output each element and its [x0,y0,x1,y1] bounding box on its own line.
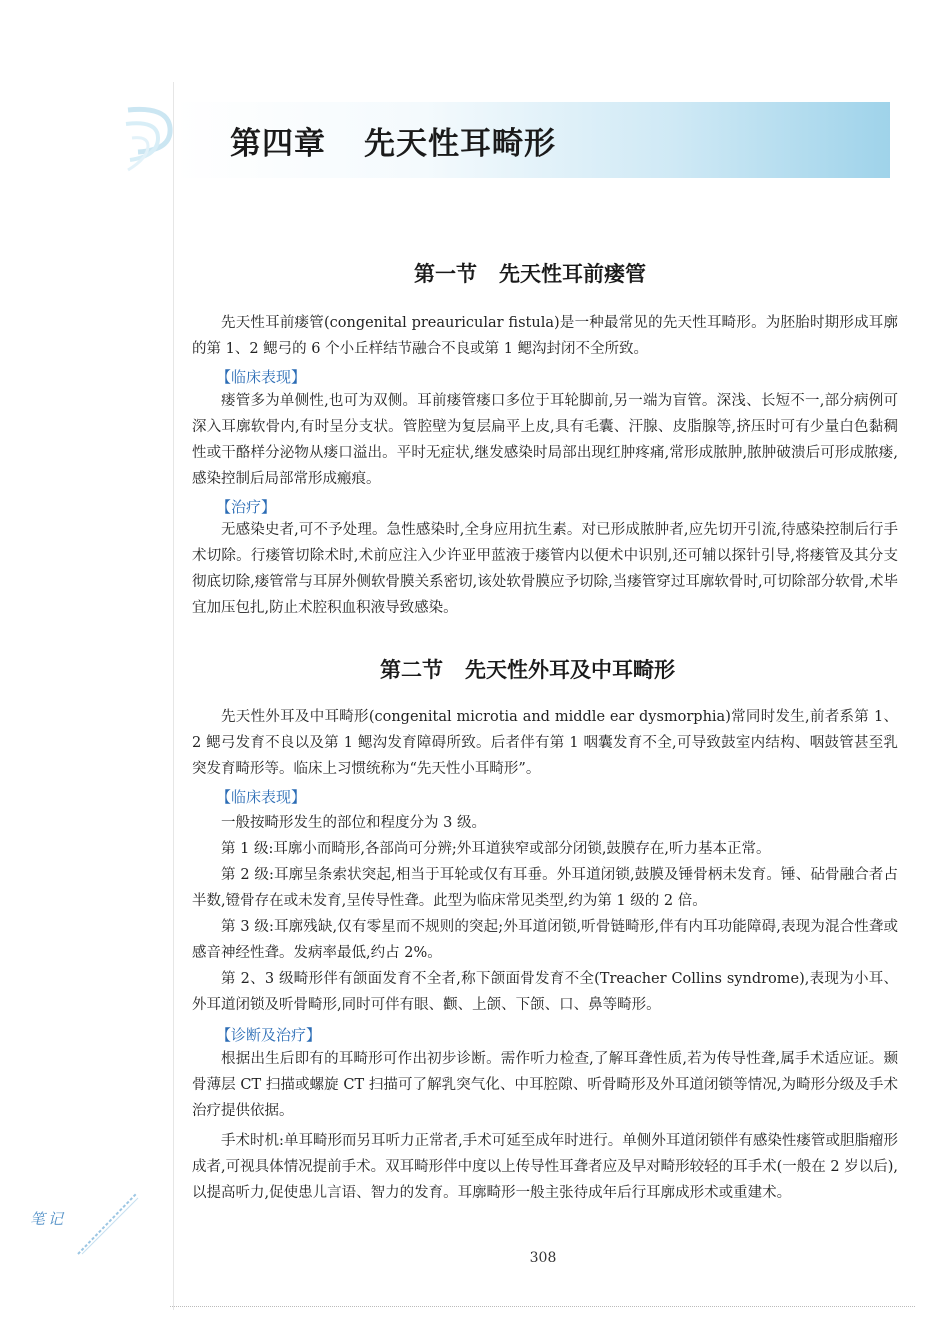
decorative-swirl-icon [118,100,182,178]
diagnosis-text: 根据出生后即有的耳畸形可作出初步诊断。需作听力检查,了解耳聋性质,若为传导性聋,属手术适应证。颞骨薄层 CT 扫描或螺旋 CT 扫描可了解乳突气化、中耳腔隙、听骨畸形及外耳道闭锁等情况,为畸形分级及手术治疗提供依据。 [192,1051,898,1119]
grade-overview: 一般按畸形发生的部位和程度分为 3 级。 [221,815,486,831]
pen-icon [72,1190,142,1258]
chapter-number: 第四章 [230,126,326,162]
section-2-number: 第二节 [380,658,443,682]
section-1-clinical-text: 瘘管多为单侧性,也可为双侧。耳前瘘管瘘口多位于耳轮脚前,另一端为盲管。深浅、长短不一,部分病例可深入耳廓软骨内,有时呈分支状。管腔壁为复层扁平上皮,具有毛囊、汗腺、皮脂腺等,挤压时可有少量白色黏稠性或干酪样分泌物从瘘口溢出。平时无症状,继发感染时局部出现红肿疼痛,常形成脓肿,脓肿破溃后可形成脓瘘,感染控制后局部常形成瘢痕。 [192,393,898,487]
page-number: 308 [529,1250,557,1266]
section-1-treatment-text: 无感染史者,可不予处理。急性感染时,全身应用抗生素。对已形成脓肿者,应先切开引流,待感染控制后行手术切除。行瘘管切除术时,术前应注入少许亚甲蓝液于瘘管内以便术中识别,还可辅以探针引导,将瘘管及其分支彻底切除,瘘管常与耳屏外侧软骨膜关系密切,该处软骨膜应予切除,当瘘管穿过耳廓软骨时,可切除部分软骨,术毕宜加压包扎,防止术腔积血积液导致感染。 [192,522,898,616]
treacher-collins-text: 第 2、3 级畸形伴有颌面发育不全者,称下颌面骨发育不全(Treacher Collins syndrome),表现为小耳、外耳道闭锁及听骨畸形,同时可伴有眼、颧、上颌、下颌、口、鼻等畸形。 [192,971,898,1013]
chapter-name: 先天性耳畸形 [364,126,556,162]
left-margin-rule [173,82,174,1310]
section-1-number: 第一节 [414,262,477,286]
section-1-title [414,258,646,288]
grade-3-text: 第 3 级:耳廓残缺,仅有零星而不规则的突起;外耳道闭锁,听骨链畸形,伴有内耳功能障碍,表现为混合性聋或感音神经性聋。发病率最低,约占 2%。 [192,919,898,961]
section-2-title [380,654,675,684]
section-2-name: 先天性外耳及中耳畸形 [465,658,675,682]
grade-2-text: 第 2 级:耳廓呈条索状突起,相当于耳轮或仅有耳垂。外耳道闭锁,鼓膜及锤骨柄未发育。锤、砧骨融合者占半数,镫骨存在或未发育,呈传导性聋。此型为临床常见类型,约为第 1 级的 2 倍。 [192,867,898,909]
section-2-clinical-heading: 【临床表现】 [216,788,307,806]
surgery-timing-text: 手术时机:单耳畸形而另耳听力正常者,手术可延至成年时进行。单侧外耳道闭锁伴有感染性瘘管或胆脂瘤形成者,可视具体情况提前手术。双耳畸形伴中度以上传导性耳聋者应及早对畸形较轻的耳手术(一般在 2 岁以后),以提高听力,促使患儿言语、智力的发育。耳廓畸形一般主张待成年后行耳廓成形术或重建术。 [192,1133,898,1201]
section-1-name: 先天性耳前瘘管 [499,262,646,286]
section-1-clinical-heading: 【临床表现】 [216,368,307,386]
bottom-divider [170,1306,915,1307]
section-1-intro: 先天性耳前瘘管(congenital preauricular fistula)是一种最常见的先天性耳畸形。为胚胎时期形成耳廓的第 1、2 鳃弓的 6 个小丘样结节融合不良或第 1 鳃沟封闭不全所致。 [192,315,898,357]
section-1-treatment-heading: 【治疗】 [216,498,277,516]
chapter-title [230,118,556,163]
section-2-diagnosis-heading: 【诊断及治疗】 [216,1026,322,1044]
grade-1-text: 第 1 级:耳廓小而畸形,各部尚可分辨;外耳道狭窄或部分闭锁,鼓膜存在,听力基本正常。 [221,841,771,857]
section-2-intro: 先天性外耳及中耳畸形(congenital microtia and middle ear dysmorphia)常同时发生,前者系第 1、2 鳃弓发育不良以及第 1 鳃沟发育障碍所致。后者伴有第 1 咽囊发育不全,可导致鼓室内结构、咽鼓管甚至乳突发育畸形等。临床上习惯统称为“先天性小耳畸形”。 [192,709,898,777]
notes-margin-label: 笔记 [30,1210,67,1228]
